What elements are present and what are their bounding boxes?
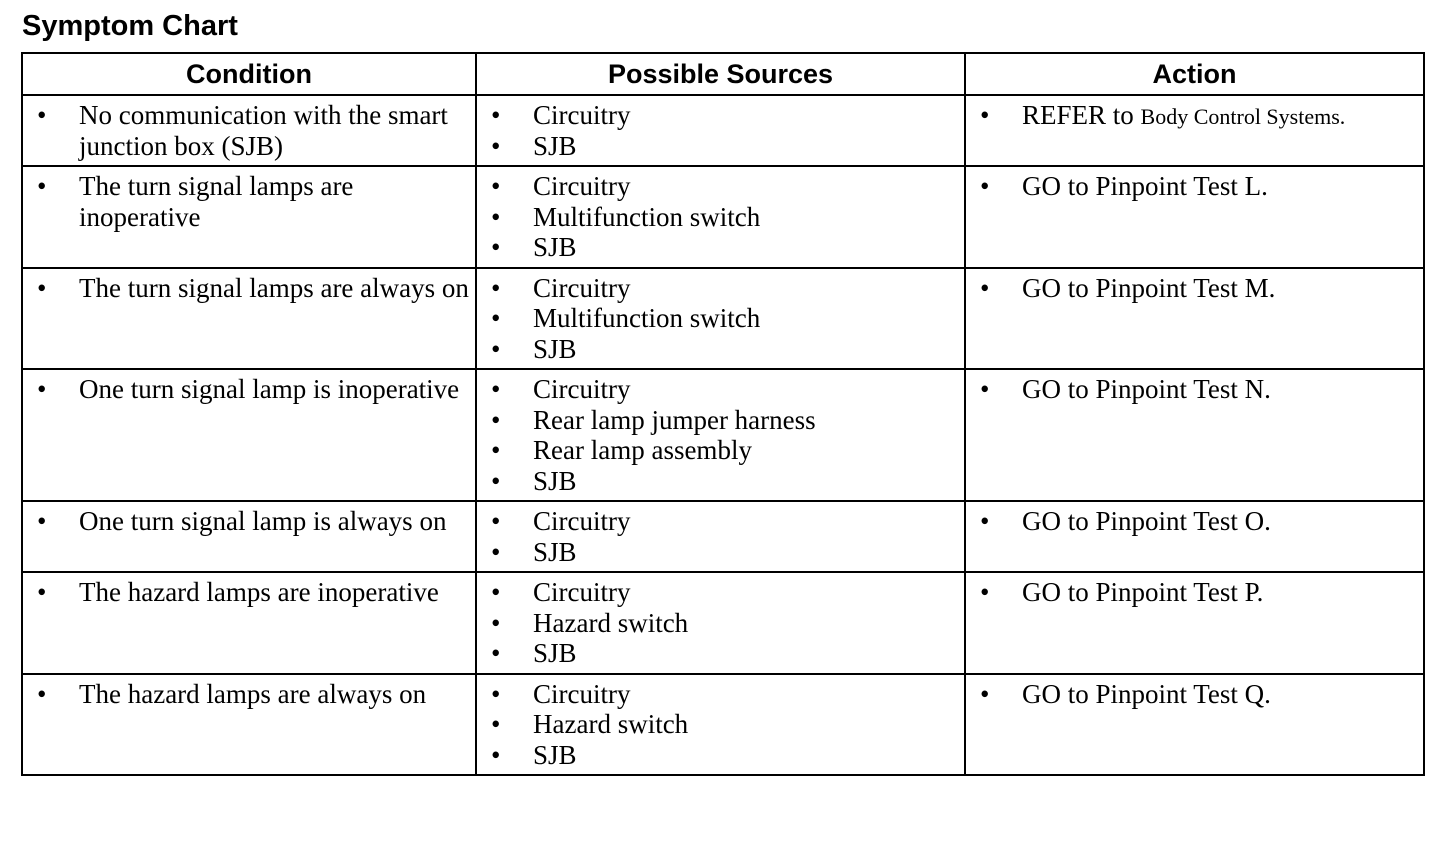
action-reference: Body Control Systems. xyxy=(1140,104,1346,129)
condition-cell xyxy=(22,501,476,572)
table-row xyxy=(22,369,1424,501)
action-cell xyxy=(965,572,1424,674)
condition-text: • One turn signal lamp is inoperative xyxy=(23,374,469,405)
action-cell xyxy=(965,95,1424,166)
condition-text: • The hazard lamps are always on xyxy=(23,679,469,710)
condition-cell xyxy=(22,268,476,370)
action-text xyxy=(966,100,1417,133)
action-cell xyxy=(965,501,1424,572)
symptom-chart-table xyxy=(21,52,1425,776)
source-item: • SJB xyxy=(477,131,958,162)
source-item: • Hazard switch xyxy=(477,608,958,639)
sources-cell xyxy=(476,95,965,166)
table-row xyxy=(22,501,1424,572)
source-item: • Multifunction switch xyxy=(477,202,958,233)
condition-text: • The hazard lamps are inoperative xyxy=(23,577,469,608)
sources-cell xyxy=(476,268,965,370)
table-row xyxy=(22,674,1424,776)
sources-cell xyxy=(476,369,965,501)
table-row xyxy=(22,572,1424,674)
source-item: • SJB xyxy=(477,232,958,263)
table-row xyxy=(22,95,1424,166)
action-cell xyxy=(965,369,1424,501)
sources-cell xyxy=(476,501,965,572)
table-row xyxy=(22,268,1424,370)
source-item: • Rear lamp jumper harness xyxy=(477,405,958,436)
source-item: • Circuitry xyxy=(477,577,958,608)
action-text: • GO to Pinpoint Test N. xyxy=(966,374,1417,405)
action-text: • GO to Pinpoint Test M. xyxy=(966,273,1417,304)
source-item: • SJB xyxy=(477,638,958,669)
condition-text: • No communication with the smart junction box (SJB) xyxy=(23,100,469,161)
source-item: • Rear lamp assembly xyxy=(477,435,958,466)
action-cell xyxy=(965,674,1424,776)
action-cell xyxy=(965,166,1424,268)
source-item: • Circuitry xyxy=(477,100,958,131)
condition-cell xyxy=(22,674,476,776)
condition-text: • The turn signal lamps are inoperative xyxy=(23,171,469,232)
action-prefix: REFER to xyxy=(1022,100,1134,130)
condition-cell xyxy=(22,166,476,268)
condition-cell xyxy=(22,572,476,674)
header-row xyxy=(22,53,1424,95)
condition-text: • One turn signal lamp is always on xyxy=(23,506,469,537)
sources-cell xyxy=(476,674,965,776)
source-item: • Circuitry xyxy=(477,679,958,710)
source-item: • Circuitry xyxy=(477,506,958,537)
action-cell xyxy=(965,268,1424,370)
action-text: • GO to Pinpoint Test L. xyxy=(966,171,1417,202)
column-header-action: Action xyxy=(965,53,1424,95)
action-text: • GO to Pinpoint Test Q. xyxy=(966,679,1417,710)
condition-cell xyxy=(22,369,476,501)
condition-cell xyxy=(22,95,476,166)
source-item: • SJB xyxy=(477,334,958,365)
source-item: • SJB xyxy=(477,537,958,568)
source-item: • Multifunction switch xyxy=(477,303,958,334)
table-row xyxy=(22,166,1424,268)
page-title: Symptom Chart xyxy=(22,10,238,42)
source-item: • Circuitry xyxy=(477,171,958,202)
source-item: • Circuitry xyxy=(477,273,958,304)
column-header-possible-sources: Possible Sources xyxy=(476,53,965,95)
action-text: • GO to Pinpoint Test P. xyxy=(966,577,1417,608)
condition-text: • The turn signal lamps are always on xyxy=(23,273,469,304)
column-header-condition: Condition xyxy=(22,53,476,95)
source-item: • Circuitry xyxy=(477,374,958,405)
action-text: • GO to Pinpoint Test O. xyxy=(966,506,1417,537)
sources-cell xyxy=(476,166,965,268)
source-item: • Hazard switch xyxy=(477,709,958,740)
sources-cell xyxy=(476,572,965,674)
source-item: • SJB xyxy=(477,466,958,497)
source-item: • SJB xyxy=(477,740,958,771)
